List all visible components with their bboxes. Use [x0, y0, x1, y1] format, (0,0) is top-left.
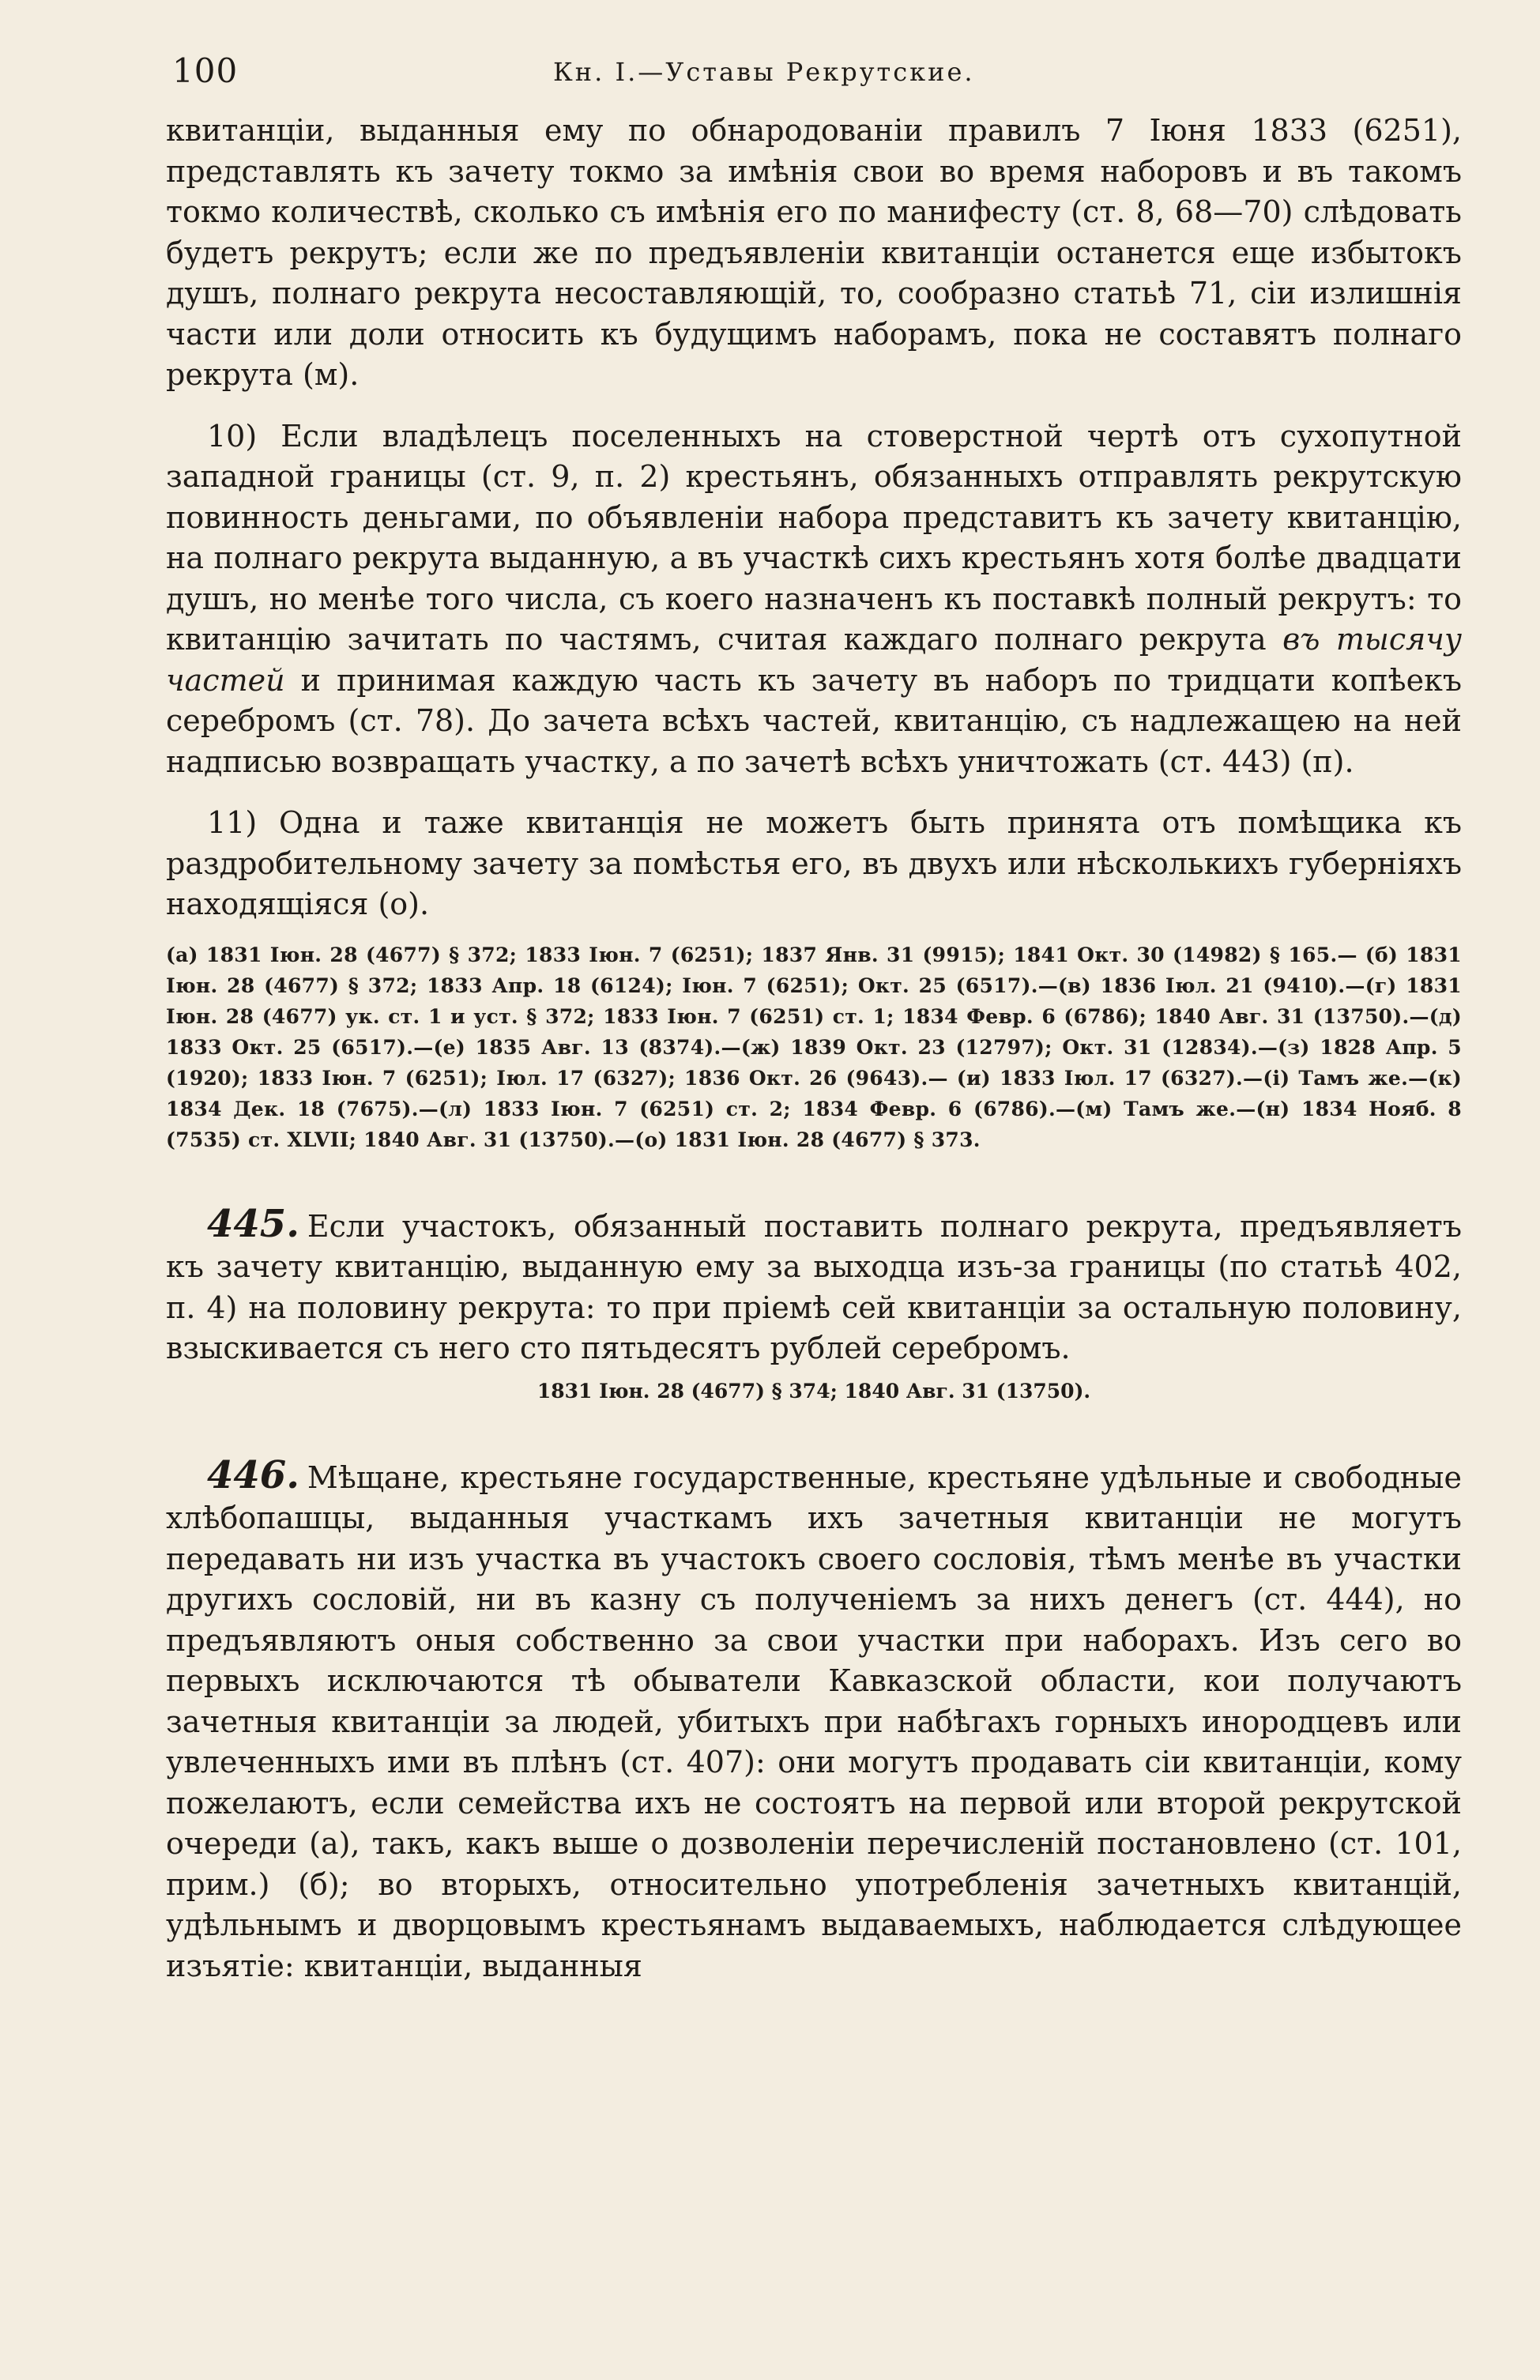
- page-number: 100: [172, 51, 239, 90]
- paragraph-item-11: 11) Одна и таже квитанція не можетъ быть принята отъ помѣщика къ раздробительному зачету за помѣстья его, въ двухъ или нѣсколькихъ губерніяхъ находящіяся (о).: [166, 805, 1462, 921]
- paragraph-item-10-part-b: и принимая каждую часть къ зачету въ наборъ по тридцати копѣекъ серебромъ (ст. 78). До зачета всѣхъ частей, квитанцію, съ надлежащею на ней надписью возвращать участку, а по зачетѣ всѣхъ уничтожать (ст. 443) (п).: [166, 662, 1462, 779]
- page-header: [166, 47, 1465, 111]
- article-446: [166, 1452, 1462, 1987]
- paragraph-item-10: [166, 416, 1462, 783]
- paragraph-item-10-part-a: 10) Если владѣлецъ поселенныхъ на стоверстной чертѣ отъ сухопутной западной границы (ст. 9, п. 2) крестьянъ, обязанныхъ отправлять рекрутскую повинность деньгами, по объявленіи набора представитъ къ зачету квитанцію, на полнаго рекрута выданную, а въ участкѣ сихъ крестьянъ хотя болѣе двадцати душъ, но менѣе того числа, съ коего назначенъ къ поставкѣ полный рекрутъ: то квитанцію зачитать по частямъ, считая каждаго полнаго рекрута: [166, 418, 1462, 657]
- paragraph-continuation: квитанціи, выданныя ему по обнародованіи правилъ 7 Іюня 1833 (6251), представлять къ зачету токмо за имѣнія свои во время наборовъ и въ такомъ токмо количествѣ, сколько съ имѣнія его по манифесту (ст. 8, 68—70) слѣдовать будетъ рекрутъ; если же по предъявленіи квитанціи останется еще избытокъ душъ, полнаго рекрута несоставляющій, то, сообразно статьѣ 71, сіи излишнія части или доли относить къ будущимъ наборамъ, пока не составятъ полнаго рекрута (м).: [166, 113, 1462, 392]
- article-445-number: 445.: [207, 1201, 299, 1246]
- running-title: Кн. I.—Уставы Рекрутские.: [553, 57, 975, 87]
- article-446-number: 446.: [207, 1452, 299, 1497]
- article-445-reference: 1831 Іюн. 28 (4677) § 374; 1840 Авг. 31 (13750).: [537, 1379, 1091, 1403]
- page-body: [166, 111, 1462, 1986]
- footnote-references: (а) 1831 Іюн. 28 (4677) § 372; 1833 Іюн. 7 (6251); 1837 Янв. 31 (9915); 1841 Окт. 30 (14982) § 165.— (б) 1831 Іюн. 28 (4677) § 372; 1833 Апр. 18 (6124); Іюн. 7 (6251); Окт. 25 (6517).—(в) 1836 Іюл. 21 (9410).—(г) 1831 Іюн. 28 (4677) ук. ст. 1 и уст. § 372; 1833 Іюн. 7 (6251) ст. 1; 1834 Февр. 6 (6786); 1840 Авг. 31 (13750).—(д) 1833 Окт. 25 (6517).—(е) 1835 Авг. 13 (8374).—(ж) 1839 Окт. 23 (12797); Окт. 31 (12834).—(з) 1828 Апр. 5 (1920); 1833 Іюн. 7 (6251); Іюл. 17 (6327); 1836 Окт. 26 (9643).— (и) 1833 Іюл. 17 (6327).—(і) Тамъ же.—(к) 1834 Дек. 18 (7675).—(л) 1833 Іюн. 7 (6251) ст. 2; 1834 Февр. 6 (6786).—(м) Тамъ же.—(н) 1834 Нояб. 8 (7535) ст. XLVII; 1840 Авг. 31 (13750).—(о) 1831 Іюн. 28 (4677) § 373.: [166, 943, 1462, 1151]
- article-446-text: Мѣщане, крестьяне государственные, крестьяне удѣльные и свободные хлѣбопашцы, выданныя участкамъ ихъ зачетныя квитанціи не могутъ передавать ни изъ участка въ участокъ своего сословія, тѣмъ менѣе въ участки другихъ сословій, ни въ казну съ полученіемъ за нихъ денегъ (ст. 444), но предъявляютъ оныя собственно за свои участки при наборахъ. Изъ сего во первыхъ исключаются тѣ обыватели Кавказской области, кои получаютъ зачетныя квитанціи за людей, убитыхъ при набѣгахъ горныхъ инородцевъ или увлеченныхъ ими въ плѣнъ (ст. 407): они могутъ продавать сіи квитанціи, кому пожелаютъ, если семейства ихъ не состоятъ на первой или второй рекрутской очереди (а), такъ, какъ выше о дозволеніи перечисленій постановлено (ст. 101, прим.) (б); во вторыхъ, относительно употребленія зачетныхъ квитанцій, удѣльнымъ и дворцовымъ крестьянамъ выдаваемыхъ, наблюдается слѣдующее изъятіе: квитанціи, выданныя: [166, 1459, 1462, 1983]
- article-445: [166, 1201, 1462, 1369]
- article-445-text: Если участокъ, обязанный поставить полнаго рекрута, предъявляетъ къ зачету квитанцію, выданную ему за выходца изъ-за границы (по статьѣ 402, п. 4) на половину рекрута: то при пріемѣ сей квитанціи за остальную половину, взыскивается съ него сто пятьдесятъ рублей серебромъ.: [166, 1208, 1462, 1365]
- paragraph-item-10-emphasis: въ тысячу частей: [166, 622, 1462, 698]
